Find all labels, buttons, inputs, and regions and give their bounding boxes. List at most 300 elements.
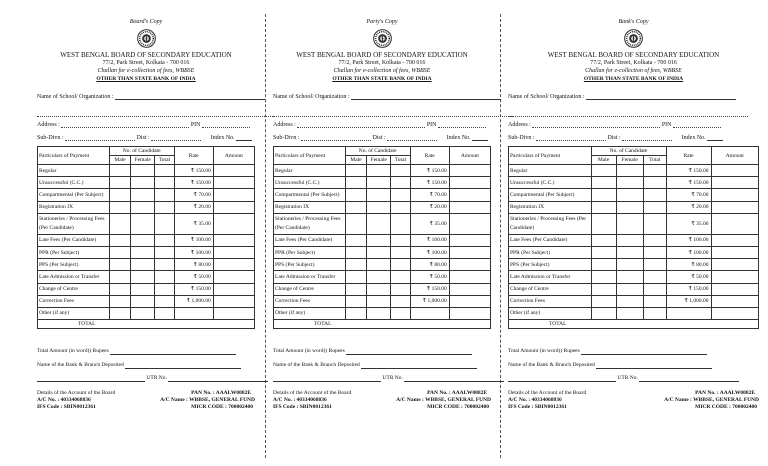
table-row [509,283,759,295]
school-label: Name of School/ Organization : [37,94,114,100]
row-amount-input[interactable] [449,259,490,271]
bank-branch-field[interactable] [361,368,477,369]
row-amount-input[interactable] [213,234,254,246]
row-amount-input[interactable] [711,271,759,283]
row-female-input[interactable] [367,234,391,246]
row-total-input[interactable] [155,295,175,307]
row-total-input[interactable] [644,246,667,258]
row-rate: ₹ 70.00 [666,189,711,201]
table-row [509,246,759,258]
row-male-input[interactable] [345,201,367,213]
col-particulars: Particulars of Payment [509,147,592,165]
row-amount-input[interactable] [449,165,490,177]
row-rate: ₹ 150.00 [174,177,213,189]
row-male-input[interactable] [591,177,616,189]
row-amount-input[interactable] [711,213,759,234]
utr-field[interactable] [37,381,145,382]
row-total-input[interactable] [391,246,411,258]
row-female-input[interactable] [367,165,391,177]
row-amount-input[interactable] [711,295,759,307]
row-rate: ₹ 100.00 [410,234,449,246]
row-particular: Late Admission or Transfer [509,271,592,283]
index-field[interactable] [472,140,488,141]
table-row [509,295,759,307]
dist-field[interactable] [387,134,437,141]
row-rate: ₹ 150.00 [666,165,711,177]
row-male-input[interactable] [345,177,367,189]
ifs-code: IFS Code : SBIN0012361 [273,404,332,410]
table-row [509,307,759,319]
row-male-input[interactable] [591,246,616,258]
account-details-label: Details of the Account of the Board [37,390,116,396]
amount-words-label: Total Amount (in word)) Rupees [273,348,345,354]
row-male-input[interactable] [109,189,131,201]
total-row [509,320,759,329]
school-field[interactable] [586,99,736,100]
board-emblem-icon [624,29,643,48]
row-amount-input[interactable] [213,213,254,234]
table-row [38,283,255,295]
row-total-input[interactable] [644,165,667,177]
fees-table [273,146,491,329]
row-total-input[interactable] [644,259,667,271]
row-amount-input[interactable] [213,165,254,177]
row-female-input[interactable] [131,259,155,271]
dist-label: Dist : [607,135,621,141]
subdiv-label: Sub-Divn : [508,135,535,141]
row-amount-input[interactable] [213,189,254,201]
table-row [38,213,255,234]
row-particular: Compartmental (Per Subject) [274,189,346,201]
dist-field[interactable] [151,134,201,141]
row-particular: Unsuccessful (C.C.) [274,177,346,189]
table-row [274,307,491,319]
row-rate: ₹ 35.00 [410,213,449,234]
row-male-input[interactable] [591,189,616,201]
row-rate: ₹ 150.00 [410,177,449,189]
row-rate: ₹ 100.00 [666,246,711,258]
row-particular: Late Fees (Per Candidate) [509,234,592,246]
table-row [509,165,759,177]
row-female-input[interactable] [616,165,644,177]
row-amount-input[interactable] [449,307,490,319]
row-amount-input[interactable] [449,295,490,307]
row-female-input[interactable] [131,283,155,295]
row-total-input[interactable] [391,165,411,177]
row-male-input[interactable] [345,307,367,319]
col-rate: Rate [666,147,711,165]
row-particular: Registration IX [38,201,110,213]
row-male-input[interactable] [591,165,616,177]
account-name: A/C Name : WBBSE, GENERAL FUND [664,397,759,403]
row-amount-input[interactable] [449,283,490,295]
dist-field[interactable] [622,134,672,141]
bank-branch-field[interactable] [596,368,712,369]
account-name: A/C Name : WBBSE, GENERAL FUND [160,397,255,403]
utr-field-tail[interactable] [404,381,504,382]
table-row [274,213,491,234]
copy-label: Bank's Copy [618,19,649,25]
copy-label: Board's Copy [129,19,163,25]
challan-copy-2 [268,0,500,466]
row-total-input[interactable] [644,295,667,307]
address-field[interactable] [61,121,189,128]
row-female-input[interactable] [616,271,644,283]
row-total-input[interactable] [155,213,175,234]
micr-code: MICR CODE : 700002400 [427,404,489,410]
account-name: A/C Name : WBBSE, GENERAL FUND [396,397,491,403]
row-female-input[interactable] [367,177,391,189]
row-total-input[interactable] [391,295,411,307]
row-total-input[interactable] [391,201,411,213]
amount-words-field[interactable] [110,354,236,355]
pin-field[interactable] [438,121,486,128]
row-total-input[interactable] [155,201,175,213]
row-rate: ₹ 80.00 [410,259,449,271]
total-label: TOTAL [314,321,332,328]
amount-words-field[interactable] [581,354,707,355]
row-total-input[interactable] [155,271,175,283]
col-candidates: No. of Candidate [109,147,174,156]
row-particular: Stationeries / Processing Fees (Per Candidate) [38,213,110,234]
row-total-input[interactable] [391,177,411,189]
row-male-input[interactable] [345,259,367,271]
row-amount-input[interactable] [449,177,490,189]
pin-field[interactable] [673,121,721,128]
subdiv-field[interactable] [536,134,606,141]
row-female-input[interactable] [367,295,391,307]
col-particulars: Particulars of Payment [38,147,110,165]
row-male-input[interactable] [109,177,131,189]
table-row [38,259,255,271]
bank-branch-field[interactable] [125,368,241,369]
row-female-input[interactable] [367,271,391,283]
total-row [38,320,255,329]
row-total-input[interactable] [155,307,175,319]
row-rate: ₹ 1,000.00 [666,295,711,307]
account-number: A/C No. : 40334068836 [508,397,562,403]
row-female-input[interactable] [616,259,644,271]
row-total-input[interactable] [155,234,175,246]
org-name: WEST BENGAL BOARD OF SECONDARY EDUCATION [547,51,720,59]
row-male-input[interactable] [591,259,616,271]
row-male-input[interactable] [345,189,367,201]
utr-field[interactable] [273,381,381,382]
row-female-input[interactable] [131,295,155,307]
utr-field[interactable] [508,381,616,382]
table-row [509,201,759,213]
row-female-input[interactable] [367,307,391,319]
address-field[interactable] [532,121,660,128]
row-amount-input[interactable] [213,201,254,213]
utr-label: UTR No. [146,375,167,381]
row-total-input[interactable] [644,307,667,319]
challan-title: Challan for e-collection of fees, WBBSE [333,68,431,74]
table-row [38,307,255,319]
col-candidates: No. of Candidate [591,147,666,156]
row-male-input[interactable] [109,271,131,283]
row-male-input[interactable] [109,295,131,307]
row-particular: Compartmental (Per Subject) [509,189,592,201]
row-male-input[interactable] [109,213,131,234]
row-female-input[interactable] [131,213,155,234]
row-total-input[interactable] [155,259,175,271]
row-female-input[interactable] [131,307,155,319]
row-female-input[interactable] [616,189,644,201]
table-row [274,165,491,177]
row-total-input[interactable] [155,189,175,201]
row-rate [174,307,213,319]
utr-field-tail[interactable] [639,381,739,382]
row-female-input[interactable] [616,295,644,307]
utr-label: UTR No. [617,375,638,381]
row-rate: ₹ 70.00 [410,189,449,201]
row-male-input[interactable] [345,213,367,234]
row-female-input[interactable] [616,201,644,213]
row-male-input[interactable] [109,165,131,177]
row-total-input[interactable] [155,246,175,258]
school-label: Name of School/ Organization : [508,94,585,100]
row-male-input[interactable] [109,283,131,295]
index-field[interactable] [236,140,252,141]
address-field[interactable] [297,121,425,128]
row-rate: ₹ 70.00 [174,189,213,201]
row-amount-input[interactable] [213,246,254,258]
pin-label: PIN [426,122,437,128]
row-particular: Late Admission or Transfer [38,271,110,283]
row-female-input[interactable] [367,201,391,213]
table-row [274,246,491,258]
row-male-input[interactable] [109,259,131,271]
row-total-input[interactable] [391,189,411,201]
row-male-input[interactable] [591,283,616,295]
row-rate: ₹ 20.00 [666,201,711,213]
row-female-input[interactable] [131,271,155,283]
row-female-input[interactable] [367,213,391,234]
row-male-input[interactable] [345,165,367,177]
row-rate: ₹ 80.00 [666,259,711,271]
school-field[interactable] [351,99,501,100]
row-amount-input[interactable] [711,246,759,258]
index-label: Index No. [446,135,471,141]
col-female: Female [131,156,155,165]
micr-code: MICR CODE : 700002400 [695,404,757,410]
row-female-input[interactable] [367,283,391,295]
row-female-input[interactable] [131,234,155,246]
table-row [509,189,759,201]
row-rate: ₹ 150.00 [666,177,711,189]
row-male-input[interactable] [591,213,616,234]
amount-words-field[interactable] [346,354,472,355]
row-male-input[interactable] [591,307,616,319]
table-row [38,165,255,177]
row-female-input[interactable] [616,307,644,319]
row-male-input[interactable] [109,246,131,258]
bank-branch-label: Name of the Bank & Branch Deposited [508,362,595,368]
dist-label: Dist : [136,135,150,141]
row-female-input[interactable] [131,189,155,201]
school-field-line2[interactable] [273,110,513,117]
row-female-input[interactable] [616,283,644,295]
row-male-input[interactable] [591,295,616,307]
table-row [274,201,491,213]
row-particular: Unsuccessful (C.C.) [38,177,110,189]
table-row [38,189,255,201]
row-total-input[interactable] [155,165,175,177]
row-male-input[interactable] [591,201,616,213]
row-male-input[interactable] [109,234,131,246]
row-rate: ₹ 100.00 [174,234,213,246]
row-total-input[interactable] [391,307,411,319]
row-amount-input[interactable] [449,189,490,201]
row-amount-input[interactable] [711,234,759,246]
row-total-input[interactable] [391,283,411,295]
row-total-input[interactable] [644,201,667,213]
row-amount-input[interactable] [213,307,254,319]
row-particular: Correction Fees [274,295,346,307]
table-row [274,234,491,246]
challan-title: Challan for e-collection of fees, WBBSE [97,68,195,74]
school-field[interactable] [115,99,265,100]
index-field[interactable] [707,140,723,141]
table-row [274,189,491,201]
row-amount-input[interactable] [213,295,254,307]
row-rate: ₹ 150.00 [410,283,449,295]
row-total-input[interactable] [391,271,411,283]
row-amount-input[interactable] [449,201,490,213]
pan-number: PAN No. : AAALW0082E [427,390,487,396]
utr-label: UTR No. [382,375,403,381]
address-label: Address : [273,122,296,128]
total-label: TOTAL [549,321,567,328]
row-male-input[interactable] [345,246,367,258]
row-amount-input[interactable] [711,201,759,213]
row-rate: ₹ 50.00 [410,271,449,283]
subdiv-field[interactable] [301,134,371,141]
row-amount-input[interactable] [213,177,254,189]
row-amount-input[interactable] [449,246,490,258]
col-amount: Amount [711,147,759,165]
row-female-input[interactable] [616,246,644,258]
row-particular: Regular [38,165,110,177]
row-male-input[interactable] [345,295,367,307]
pin-field[interactable] [202,121,250,128]
org-name: WEST BENGAL BOARD OF SECONDARY EDUCATION [60,51,232,59]
bank-branch-label: Name of the Bank & Branch Deposited [273,362,360,368]
row-total-input[interactable] [391,234,411,246]
row-total-input[interactable] [644,189,667,201]
row-particular: Change of Centre [274,283,346,295]
row-female-input[interactable] [616,177,644,189]
school-field-line2[interactable] [37,110,277,117]
row-female-input[interactable] [131,201,155,213]
row-male-input[interactable] [591,271,616,283]
table-row [38,246,255,258]
account-number: A/C No. : 40334068836 [37,397,91,403]
row-total-input[interactable] [155,283,175,295]
row-amount-input[interactable] [449,271,490,283]
row-amount-input[interactable] [711,165,759,177]
col-particulars: Particulars of Payment [274,147,346,165]
row-male-input[interactable] [591,234,616,246]
row-amount-input[interactable] [711,189,759,201]
row-female-input[interactable] [131,165,155,177]
row-amount-input[interactable] [711,307,759,319]
row-amount-input[interactable] [449,234,490,246]
address-label: Address : [37,122,60,128]
table-row [38,177,255,189]
row-total-input[interactable] [155,177,175,189]
row-female-input[interactable] [616,213,644,234]
row-rate: ₹ 35.00 [666,213,711,234]
row-rate [666,307,711,319]
utr-field-tail[interactable] [168,381,268,382]
org-address: 77/2, Park Street, Kolkata - 700 016 [102,60,190,66]
row-female-input[interactable] [131,246,155,258]
row-rate: ₹ 150.00 [410,165,449,177]
account-number: A/C No. : 40334068836 [273,397,327,403]
row-total-input[interactable] [644,213,667,234]
row-amount-input[interactable] [711,177,759,189]
row-amount-input[interactable] [213,283,254,295]
row-female-input[interactable] [616,234,644,246]
col-total: Total [644,156,667,165]
copy-label: Party's Copy [366,19,398,25]
row-total-input[interactable] [644,234,667,246]
row-female-input[interactable] [367,259,391,271]
row-female-input[interactable] [131,177,155,189]
row-amount-input[interactable] [213,259,254,271]
school-label: Name of School/ Organization : [273,94,350,100]
row-particular: Stationeries / Processing Fees (Per Candidate) [274,213,346,234]
row-particular: PPR (Per Subject) [509,246,592,258]
row-male-input[interactable] [345,283,367,295]
row-total-input[interactable] [391,213,411,234]
row-amount-input[interactable] [213,271,254,283]
row-male-input[interactable] [345,234,367,246]
cut-line-1 [265,14,266,458]
row-total-input[interactable] [391,259,411,271]
row-amount-input[interactable] [711,259,759,271]
row-rate: ₹ 50.00 [666,271,711,283]
ifs-code: IFS Code : SBIN0012361 [508,404,567,410]
row-amount-input[interactable] [711,283,759,295]
row-total-input[interactable] [644,271,667,283]
row-rate: ₹ 50.00 [174,271,213,283]
row-particular: PPR (Per Subject) [274,246,346,258]
cut-line-2 [500,14,501,458]
row-male-input[interactable] [109,307,131,319]
subdiv-label: Sub-Divn : [273,135,300,141]
school-field-line2[interactable] [508,110,748,117]
row-female-input[interactable] [367,246,391,258]
row-amount-input[interactable] [449,213,490,234]
subdiv-field[interactable] [65,134,135,141]
row-male-input[interactable] [109,201,131,213]
micr-code: MICR CODE : 700002400 [191,404,253,410]
row-male-input[interactable] [345,271,367,283]
row-particular: Other (if any) [509,307,592,319]
row-rate: ₹ 100.00 [666,234,711,246]
table-row [509,234,759,246]
row-rate: ₹ 1,000.00 [410,295,449,307]
row-female-input[interactable] [367,189,391,201]
row-particular: Stationeries / Processing Fees (Per Candidate) [509,213,592,234]
board-emblem-icon [373,29,392,48]
row-total-input[interactable] [644,283,667,295]
row-total-input[interactable] [644,177,667,189]
row-rate: ₹ 80.00 [174,259,213,271]
